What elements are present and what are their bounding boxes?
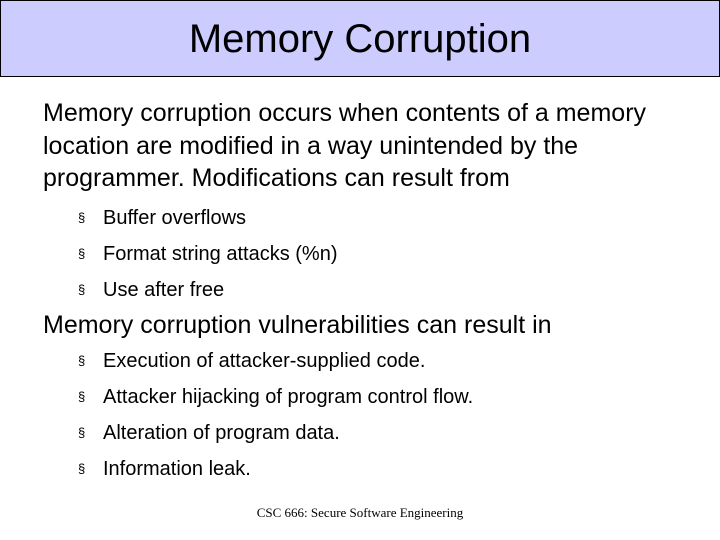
- causes-list: [78, 201, 338, 309]
- list-item: [78, 452, 473, 488]
- bullet-icon: §: [78, 425, 86, 440]
- intro-paragraph: Memory corruption occurs when contents of a memory location are modified in a way unintended by the programmer. Modifications can result from: [43, 99, 647, 192]
- slide-footer: CSC 666: Secure Software Engineering: [256, 505, 464, 520]
- list-item-text: Alteration of program data.: [103, 422, 340, 444]
- list-item: [78, 273, 338, 309]
- list-item: [78, 237, 338, 273]
- bullet-icon: §: [78, 461, 86, 476]
- list-item-text: Execution of attacker-supplied code.: [103, 350, 426, 372]
- list-item-text: Information leak.: [103, 458, 251, 480]
- bullet-icon: §: [78, 389, 86, 404]
- bullet-icon: §: [78, 246, 86, 261]
- results-list: [78, 344, 473, 488]
- list-item: [78, 201, 338, 237]
- title-bar: [0, 0, 720, 77]
- list-item-text: Use after free: [103, 279, 225, 301]
- results-paragraph: Memory corruption vulnerabilities can result in: [43, 311, 552, 339]
- list-item-text: Buffer overflows: [103, 207, 247, 229]
- list-item: [78, 416, 473, 452]
- bullet-icon: §: [78, 210, 86, 225]
- list-item: [78, 380, 473, 416]
- bullet-icon: §: [78, 282, 86, 297]
- list-item-text: Attacker hijacking of program control flow.: [103, 386, 474, 408]
- list-item: [78, 344, 473, 380]
- bullet-icon: §: [78, 353, 86, 368]
- list-item-text: Format string attacks (%n): [103, 243, 338, 265]
- slide-title: Memory Corruption: [188, 16, 532, 61]
